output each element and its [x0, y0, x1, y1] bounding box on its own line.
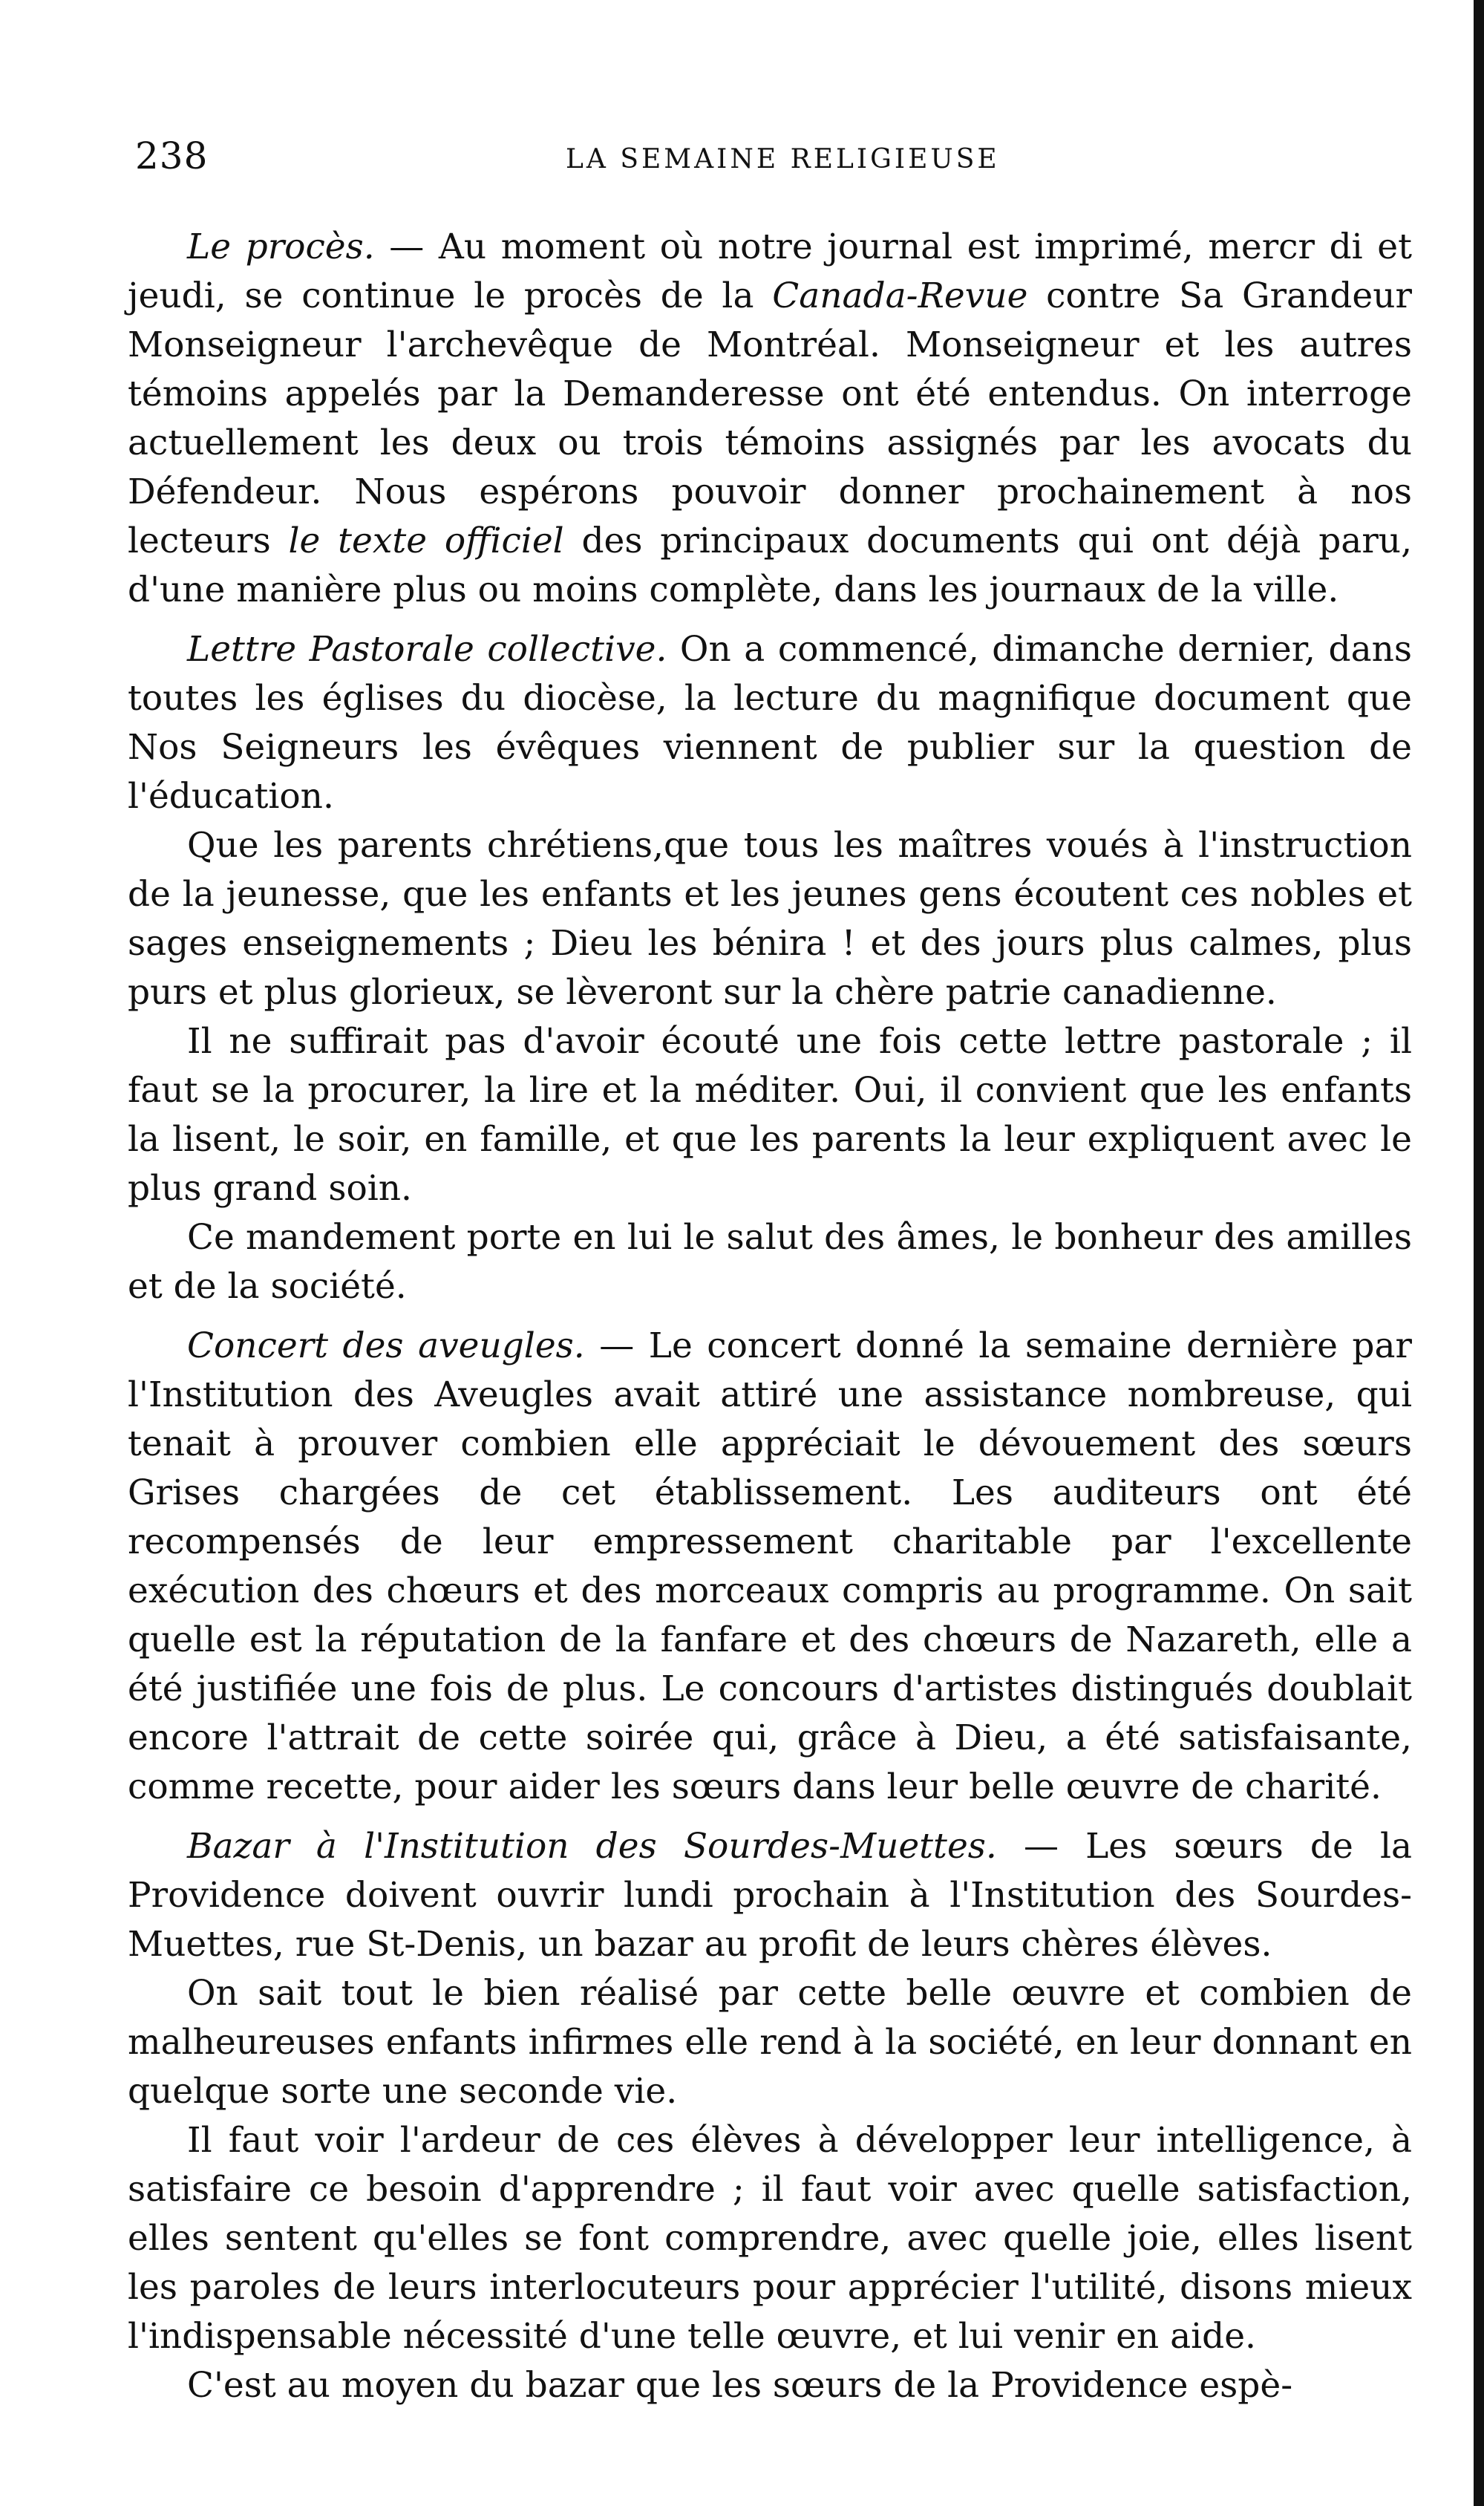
- article-concert: [128, 1322, 1412, 1812]
- paragraph: Il faut voir l'ardeur de ces élèves à développer leur intelligence, à satisfaire ce besoin d'apprendre ; il faut voir avec quelle satisfaction, elles sentent qu'elles se font comprendre, avec quelle joie, elles lisent les paroles de leurs interlocuteurs pour apprécier l'utilité, disons mieux l'indispensable nécessité d'une telle œuvre, et lui venir en aide.: [128, 2120, 1412, 2357]
- article-proces: [128, 223, 1412, 615]
- paragraph: C'est au moyen du bazar que les sœurs de la Providence espè-: [187, 2365, 1293, 2406]
- running-title: LA SEMAINE RELIGIEUSE: [566, 144, 1000, 174]
- article-proces-emphasis-1: Canada-Revue: [772, 275, 1028, 316]
- article-proces-lead: Le procès.: [187, 226, 375, 267]
- page-body: [128, 223, 1412, 2410]
- page-header: [135, 134, 1412, 186]
- paragraph: On sait tout le bien réalisé par cette belle œuvre et combien de malheureuses enfants infirmes elle rend à la société, en leur donnant en quelque sorte une seconde vie.: [128, 1973, 1412, 2112]
- article-proces-text-1: — Au moment où notre journal est imprimé, mercr di et jeudi, se continue le procès de la: [128, 226, 1412, 316]
- article-lettre-pastorale-text: On a commencé, dimanche dernier, dans toutes les églises du diocèse, la lecture du magnifique document que Nos Seigneurs les évêques viennent de publier sur la question de l'éducation.: [128, 629, 1412, 817]
- article-proces-text-2: contre Sa Grandeur Monseigneur l'archevêque de Montréal. Monseigneur et les autres témoins appelés par la Demanderesse ont été entendus. On interroge actuellement les deux ou trois témoins assignés par les avocats du Défendeur. Nous espérons pouvoir donner prochainement à nos lecteurs: [128, 275, 1412, 561]
- article-concert-text: — Le concert donné la semaine dernière par l'Institution des Aveugles avait attiré une assistance nombreuse, qui tenait à prouver combien elle appréciait le dévouement des sœurs Grises chargées de cet établissement. Les auditeurs ont été recompensés de leur empressement charitable par l'excellente exécution des chœurs et des morceaux compris au programme. On sait quelle est la réputation de la fanfare et des chœurs de Nazareth, elle a été justifiée une fois de plus. Le concours d'artistes distingués doublait encore l'attrait de cette soirée qui, grâce à Dieu, a été satisfaisante, comme recette, pour aider les sœurs dans leur belle œuvre de charité.: [128, 1325, 1412, 1807]
- paragraph: Il ne suffirait pas d'avoir écouté une fois cette lettre pastorale ; il faut se la procurer, la lire et la méditer. Oui, il convient que les enfants la lisent, le soir, en famille, et que les parents la leur expliquent avec le plus grand soin.: [128, 1021, 1412, 1209]
- article-proces-emphasis-2: le texte officiel: [288, 521, 564, 561]
- article-concert-lead: Concert des aveugles.: [187, 1325, 585, 1366]
- page-edge-rule: [1474, 0, 1484, 2506]
- article-bazar-lead: Bazar à l'Institution des Sourdes-Muettes.: [187, 1826, 997, 1867]
- paragraph: Que les parents chrétiens,que tous les maîtres voués à l'instruction de la jeunesse, que les enfants et les jeunes gens écoutent ces nobles et sages enseignements ; Dieu les bénira ! et des jours plus calmes, plus purs et plus glorieux, se lèveront sur la chère patrie canadienne.: [128, 825, 1412, 1013]
- article-proces-text-3: des principaux documents qui ont déjà paru, d'une manière plus ou moins complète, dans les journaux de la ville.: [128, 521, 1413, 610]
- article-bazar-text: — Les sœurs de la Providence doivent ouvrir lundi prochain à l'Institution des Sourdes-Muettes, rue St-Denis, un bazar au profit de leurs chères élèves.: [128, 1826, 1413, 1965]
- article-lettre-pastorale-lead: Lettre Pastorale collective.: [187, 629, 667, 670]
- paragraph: Ce mandement porte en lui le salut des âmes, le bonheur des amilles et de la société.: [128, 1217, 1412, 1307]
- page-number: 238: [135, 134, 209, 177]
- article-bazar: [128, 1822, 1412, 1969]
- article-lettre-pastorale: [128, 625, 1412, 821]
